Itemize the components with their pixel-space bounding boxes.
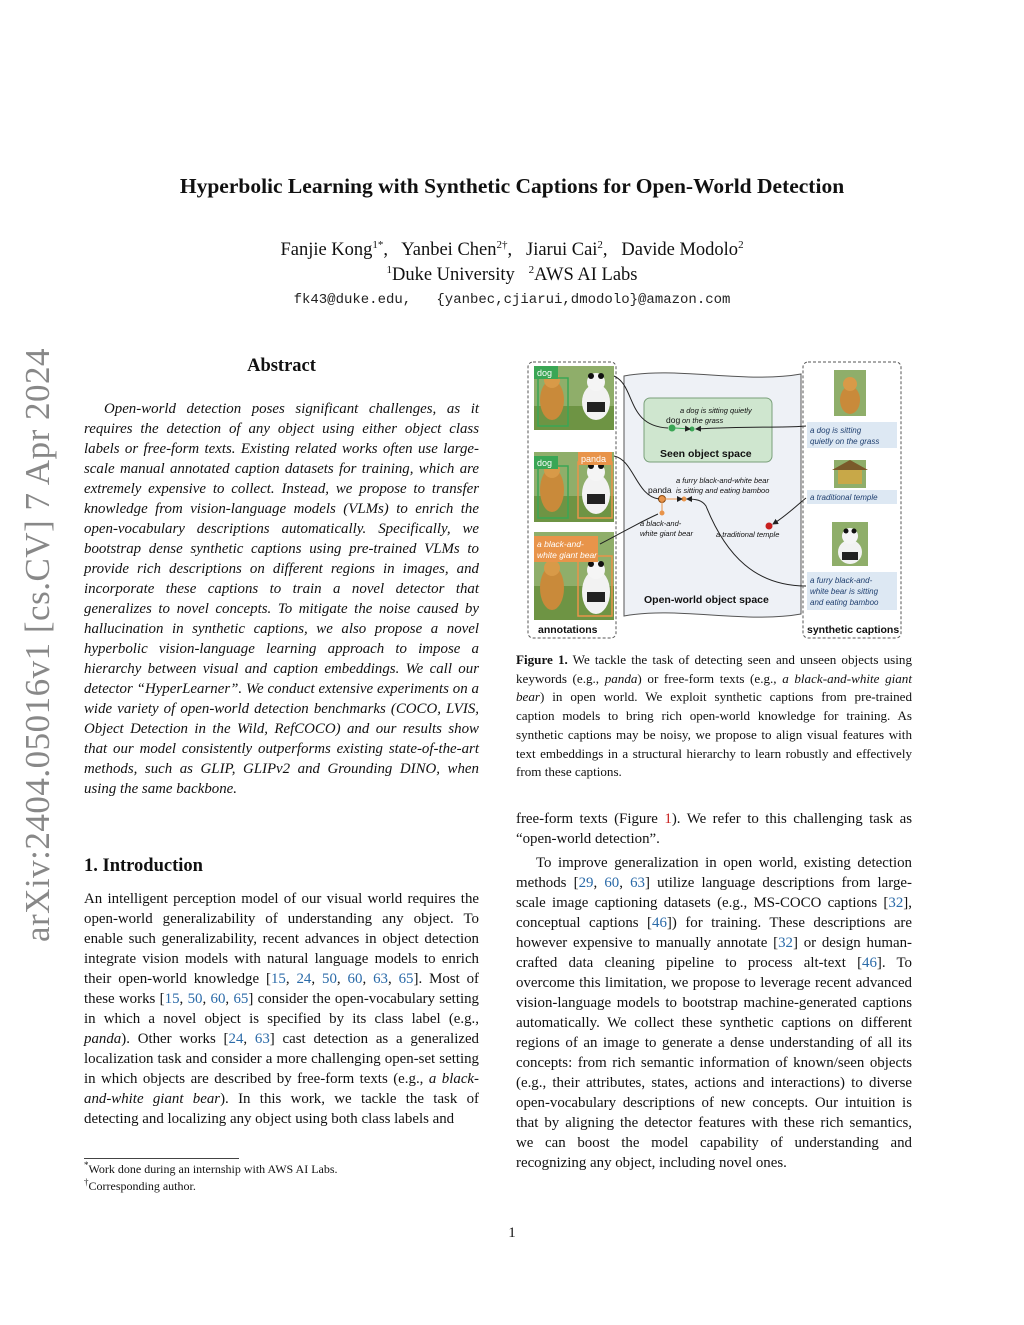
citation-group [652,915,667,931]
author-list: Fanjie Kong$^{1*}$, Yanbei Chen$^{2\dagger}$, Jiarui Cai$^2$, Davide Modolo$^2$ [280,239,744,260]
citation-link[interactable]: 46 [652,915,667,931]
citation-link[interactable]: 46 [862,955,877,971]
footnote-2: †Corresponding author. [84,1177,196,1193]
point-caption-dog-line-1: a dog is sitting quietly [680,406,752,415]
citation-group: 15, 50, 60, 65 [164,991,249,1007]
citation-group: 29, 60, 63 [578,875,645,891]
citation-link[interactable]: 63 [373,971,388,987]
point-label-bear-line-1: a black-and- [640,519,682,528]
annotation-image-dog-panda [534,452,614,522]
citation-link[interactable]: 24 [228,1031,244,1047]
citation-group [778,935,793,951]
caption-image-dog [834,370,866,416]
citation-link[interactable]: 15 [164,991,180,1007]
seen-space-label: Seen object space [660,448,752,460]
annotation-label-dog-1: dog [537,368,553,378]
footnote-rule [84,1158,239,1159]
point-label-panda: panda [648,485,672,495]
caption-1-line-2: quietly on the grass [810,437,880,446]
citation-link[interactable]: 60 [210,991,226,1007]
author-1: Fanjie Kong [280,240,373,260]
citation-link[interactable]: 32 [888,895,904,911]
annotation-label-dog-2: dog [537,458,553,468]
point-panda [659,496,666,503]
caption-3-line-1: a furry black-and- [810,576,873,585]
figure-1 [516,356,912,640]
caption-3-line-2: white bear is sitting [810,587,879,596]
citation-link[interactable]: 65 [398,971,414,987]
abstract-heading: Abstract [247,356,316,376]
annotation-label-bear-line-1: a black-and- [537,539,584,549]
caption-image-panda [832,522,868,566]
citation-link[interactable]: 29 [578,875,594,891]
point-dog [669,425,676,432]
annotation-image-dog [534,366,614,430]
point-temple [766,523,773,530]
point-bear [660,511,665,516]
author-4: Davide Modolo [621,240,739,260]
annotation-label-panda: panda [581,454,607,464]
author-3: Jiarui Cai [526,240,598,260]
open-world-space-label: Open-world object space [644,594,769,606]
citation-link[interactable]: 24 [296,971,312,987]
arxiv-id-text: arXiv:2404.05016v1 [cs.CV] 7 Apr 2024 [18,347,57,943]
annotations-title: annotations [538,624,598,636]
synthetic-captions-title: synthetic captions [807,624,900,636]
caption-image-temple [832,460,868,488]
point-label-temple: a traditional temple [716,530,780,539]
paper-title: Hyperbolic Learning with Synthetic Captions for Open-World Detection [179,174,845,198]
author-emails: fk43@duke.edu, {yanbec,cjiarui,dmodolo}@amazon.com [293,292,731,308]
abstract-text: Open-world detection poses significant challenges, as it requires the detection of any object using either object class labels or free-form texts. Existing related works often use large-scale manual annotated caption datasets for training, which are extremely expensive to collect. Instead, we propose to transfer knowledge from vision-language models (VLMs) to enrich the open-vocabulary descriptions automatically. Specifically, we bootstrap dense synthetic captions using pre-trained VLMs to provide rich descriptions on different regions in images, and incorporate these captions to train a novel detector that generalizes to novel concepts. To mitigate the noise caused by hallucination in synthetic captions, we also propose a novel hyperbolic vision-language learning approach to impose a hierarchy between visual and caption embeddings. We call our detector “HyperLearner”. We conduct extensive experiments on a wide variety of open-world detection benchmarks (COCO, LVIS, Object Detection in the Wild, RefCOCO) and our results show that our model consistently outperforms existing state-of-the-art methods, such as GLIP, GLIPv2 and Grounding DINO, when using the same backbone. [84,401,479,797]
point-caption-panda-line-1: a furry black-and-white bear [676,476,769,485]
point-caption-panda-line-2: is sitting and eating bamboo [676,486,770,495]
right-column-paragraph-1: free-form texts (Figure 1). We refer to this challenging task as “open-world detection”. [516,811,912,847]
point-dog-caption [690,427,695,432]
point-label-bear-line-2: white giant bear [640,529,693,538]
affiliation-2: AWS AI Labs [534,265,638,285]
citation-link[interactable]: 60 [604,875,620,891]
citation-link[interactable]: 15 [270,971,286,987]
figure-1-caption: Figure 1. We tackle the task of detecting seen and unseen objects using keywords (e.g., panda) or free-form texts (e.g., a black-and-white giant bear) in open world. We exploit synthetic captions from pre-trained caption models to bring rich open-world knowledge for training. As synthetic captions may be noisy, we propose to align visual features with text embeddings in a structural hierarchy to learn robustly and effectively from these captions. [516,652,912,780]
citation-group [862,955,877,971]
figure-ref-link[interactable]: 1 [664,811,672,827]
citation-link[interactable]: 63 [630,875,645,891]
citation-group [888,895,903,911]
citation-group: 24, 63 [228,1031,270,1047]
citation-link[interactable]: 50 [322,971,337,987]
caption-2: a traditional temple [810,493,878,502]
point-caption-dog-line-2: on the grass [682,416,724,425]
intro-paragraph: An intelligent perception model of our visual world requires the open-world generalizability of understanding any object. To enable such generalizability, recent advances in object detection integrate vision models with natural language models to enrich their open-world knowledge [15, 24, 50, 60, 63, 65]. Most of these works [15, 50, 60, 65] consider the open-vocabulary setting in which a novel object is specified by its class label (e.g., panda). Other works [24, 63] cast detection as a generalized localization task and consider a more challenging open-set setting in which objects are described by free-form texts (e.g., a black-and-white giant bear). In this work, we tackle the task of detecting and localizing any object using both class labels and [84,891,480,1127]
point-label-dog: dog [666,415,681,425]
citation-link[interactable]: 63 [254,1031,270,1047]
citation-link[interactable]: 60 [347,971,363,987]
point-panda-caption [682,497,687,502]
citation-link[interactable]: 50 [187,991,203,1007]
page-number: 1 [508,1225,516,1241]
affiliations: $^1$Duke University $^2$AWS AI Labs [386,264,638,285]
intro-heading: 1. Introduction [84,856,203,876]
caption-3-line-3: and eating bamboo [810,598,879,607]
right-column-paragraph-2: To improve generalization in open world, existing detection methods [29, 60, 63] utilize language descriptions from large-scale image captioning datasets (e.g., MS-COCO captions [32], conceptual captions [46]) for training. These descriptions are however expensive to manually annotate [32] or design human-crafted data cleaning pipeline to process alt-text [46]. To overcome this limitation, we propose to leverage recent advanced vision-language models to bootstrap machine-generated captions automatically. We collect these synthetic captions on different regions of an image to generate a dense understanding of all its concepts: from rich semantic information of known/seen objects (e.g., their attributes, states, actions and interactions) to diverse open-vocabulary descriptions of new concepts. Our intuition is that by aligning the detector features with these rich semantics, we can boost the model capability of understanding and recognizing any object, including novel ones. [516,855,913,1171]
footnote-1: *Work done during an internship with AWS AI Labs. [84,1160,338,1176]
arxiv-sidebar-stamp [18,347,58,943]
annotation-label-bear-line-2: white giant bear [537,550,598,560]
annotation-image-bear [534,532,614,620]
caption-1-line-1: a dog is sitting [810,426,862,435]
citation-link[interactable]: 32 [778,935,793,951]
author-2: Yanbei Chen [401,240,497,260]
citation-link[interactable]: 65 [233,991,249,1007]
citation-group: 15, 24, 50, 60, 63, 65 [270,971,414,987]
affiliation-1: Duke University [391,265,515,285]
